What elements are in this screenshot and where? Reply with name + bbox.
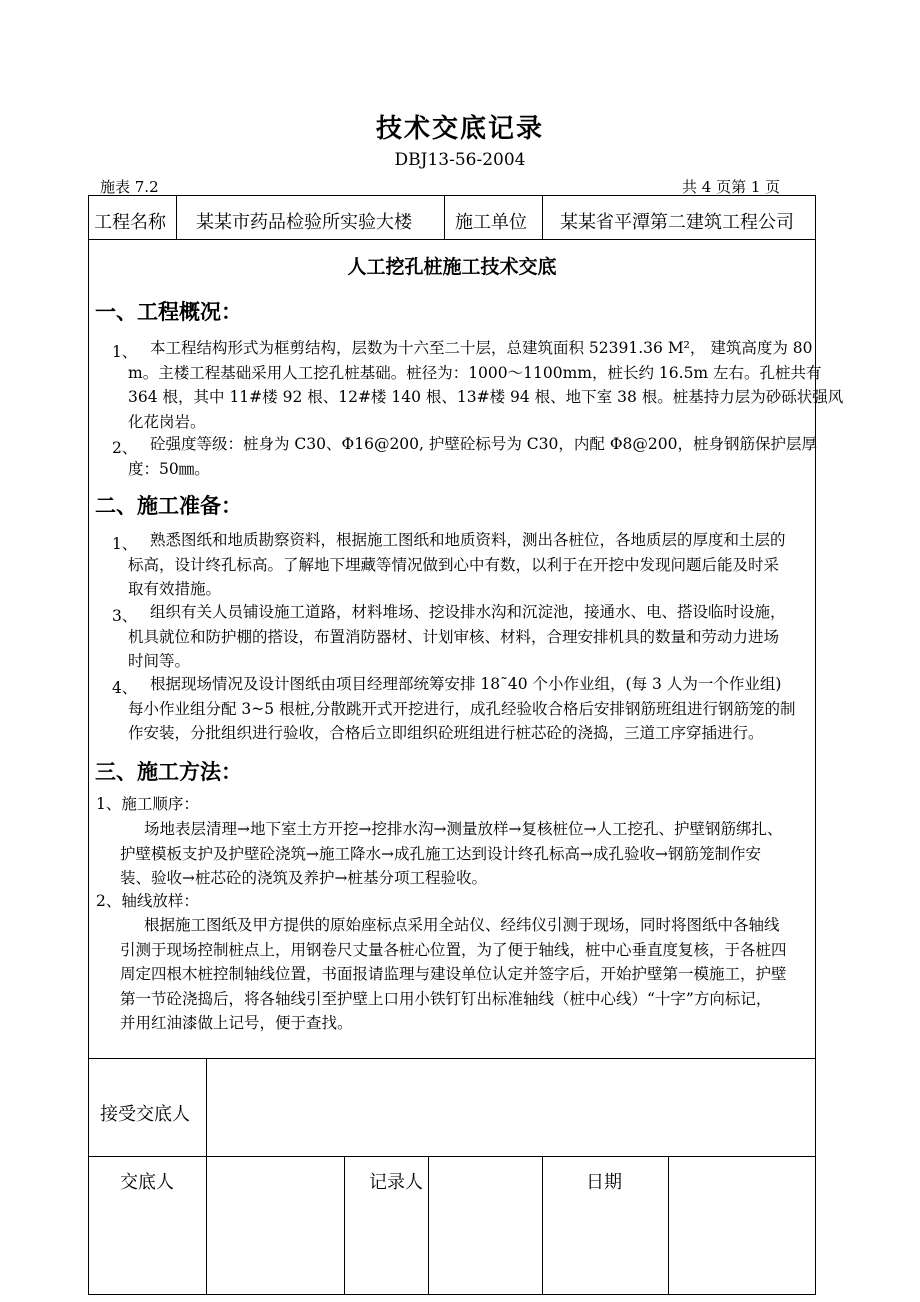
section-heading-method: 三、施工方法： <box>95 760 242 784</box>
sub-heading-sequence: 1、施工顺序： <box>96 795 199 813</box>
divider <box>206 1058 207 1295</box>
divider <box>668 1156 669 1295</box>
paragraph-line: 砼强度等级：桩身为 C30、Φ16@200, 护壁砼标号为 C30，内配 Φ8@200，桩身钢筋保护层厚 <box>150 435 817 453</box>
construction-unit-label: 施工单位 <box>455 212 527 233</box>
item-number: 2、 <box>112 439 138 457</box>
sub-heading-axis: 2、轴线放样： <box>96 892 199 910</box>
receiver-label: 接受交底人 <box>100 1104 190 1125</box>
project-name-label: 工程名称 <box>94 212 166 233</box>
item-number: 1、 <box>112 535 138 553</box>
item-number: 3、 <box>112 607 138 625</box>
divider <box>344 1156 345 1295</box>
paragraph-line: 度：50㎜。 <box>128 459 210 478</box>
date-label: 日期 <box>586 1172 622 1193</box>
project-name-value: 某某市药品检验所实验大楼 <box>196 212 412 233</box>
paragraph-line: 每小作业组分配 3~5 根桩,分散跳开式开挖进行，成孔经验收合格后安排钢筋班组进行钢筋笼的制 <box>128 699 796 718</box>
standard-code: DBJ13-56-2004 <box>394 150 526 170</box>
paragraph-line: 时间等。 <box>128 652 191 670</box>
document-title: 技术交底记录 <box>375 114 544 144</box>
paragraph-line: 作安装，分批组织进行验收，合格后立即组织砼班组进行桩芯砼的浇捣，三道工序穿插进行。 <box>128 724 764 742</box>
paragraph-line: 取有效措施。 <box>128 580 222 598</box>
divider <box>542 195 543 239</box>
paragraph-line: 并用红油漆做上记号，便于查找。 <box>120 1014 353 1032</box>
paragraph-line: 装、验收→桩芯砼的浇筑及养护→桩基分项工程验收。 <box>120 869 487 887</box>
paragraph-line: 护壁模板支护及护壁砼浇筑→施工降水→成孔施工达到设计终孔标高→成孔验收→钢筋笼制作安 <box>120 844 761 863</box>
paragraph-line: 本工程结构形式为框剪结构，层数为十六至二十层，总建筑面积 52391.36 M²， 建筑高度为 80 <box>150 339 813 357</box>
disclosure-title: 人工挖孔桩施工技术交底 <box>347 256 557 278</box>
paragraph-line: 364 根，其中 11#楼 92 根、12#楼 140 根、13#楼 94 根、地下室 38 根。桩基持力层为砂砾状强风 <box>128 388 844 406</box>
section-heading-preparation: 二、施工准备： <box>95 494 242 518</box>
paragraph-line: 熟悉图纸和地质勘察资料，根据施工图纸和地质资料，测出各桩位，各地质层的厚度和土层的 <box>150 531 786 549</box>
divider <box>88 239 816 240</box>
paragraph-line: m。主楼工程基础采用人工挖孔桩基础。桩径为：1000～1100mm，桩长约 16.5m 左右。孔桩共有 <box>128 363 822 382</box>
paragraph-line: 第一节砼浇捣后，将各轴线引至护壁上口用小铁钉钉出标准轴线（桩中心线）“十字”方向标记， <box>120 989 772 1008</box>
paragraph-line: 周定四根木桩控制轴线位置，书面报请监理与建设单位认定并签字后，开始护壁第一模施工，护壁 <box>120 965 787 983</box>
paragraph-line: 场地表层清理→地下室土方开挖→挖排水沟→测量放样→复核桩位→人工挖孔、护壁钢筋绑扎、 <box>144 820 783 838</box>
item-number: 1、 <box>112 343 138 361</box>
paragraph-line: 标高，设计终孔标高。了解地下埋藏等情况做到心中有数，以利于在开挖中发现问题后能及时采 <box>128 555 780 574</box>
form-number: 施表 7.2 <box>100 178 159 196</box>
presenter-label: 交底人 <box>120 1172 174 1193</box>
paragraph-line: 化花岗岩。 <box>128 412 206 431</box>
divider <box>88 1156 816 1157</box>
paragraph-line: 引测于现场控制桩点上，用钢卷尺丈量各桩心位置，为了便于轴线，桩中心垂直度复核，于各桩四 <box>120 940 787 959</box>
divider <box>176 195 177 239</box>
page-info: 共 4 页第 1 页 <box>682 178 781 196</box>
divider <box>542 1156 543 1295</box>
construction-unit-value: 某某省平潭第二建筑工程公司 <box>560 212 794 233</box>
paragraph-line: 组织有关人员铺设施工道路，材料堆场、挖设排水沟和沉淀池，接通水、电、搭设临时设施， <box>150 603 786 621</box>
item-number: 4、 <box>112 679 138 697</box>
divider <box>444 195 445 239</box>
paragraph-line: 根据施工图纸及甲方提供的原始座标点采用全站仪、经纬仪引测于现场，同时将图纸中各轴线 <box>144 916 780 934</box>
paragraph-line: 根据现场情况及设计图纸由项目经理部统筹安排 18˜40 个小作业组，(每 3 人为一个作业组) <box>150 675 782 693</box>
divider <box>88 1058 816 1059</box>
divider <box>428 1156 429 1295</box>
recorder-label: 记录人 <box>369 1172 423 1193</box>
section-heading-overview: 一、工程概况： <box>95 300 242 324</box>
paragraph-line: 机具就位和防护棚的搭设，布置消防器材、计划审核、材料，合理安排机具的数量和劳动力进场 <box>128 627 780 646</box>
